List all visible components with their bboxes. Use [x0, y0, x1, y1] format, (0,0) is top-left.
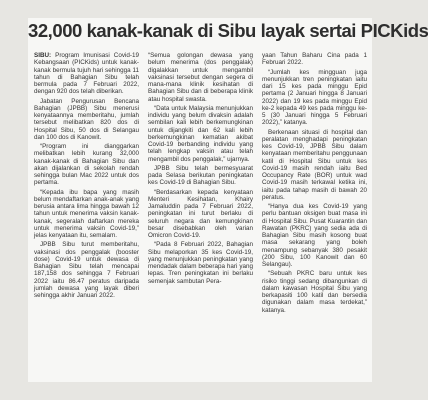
- article-paragraph: [262, 203, 367, 268]
- paragraph-text: “Semua golongan dewasa yang belum menerima (dos penggalak) digalakkan untuk mengambil vaksinasi tersebut dengan segera di mana-mana klinik kesihatan di Bahagian Sibu dan di beberapa klinik atau hospital swasta.: [148, 52, 253, 103]
- article-paragraph: [34, 241, 139, 299]
- paragraph-text: Berkenaan situasi di hospital dan peralatan menghadapi peningkatan kes Covid-19, JPBB Sibu dalam kenyataan memberitahu penggunaan katil di Hospital Sibu untuk kes Covid-19 masih rendah iaitu Bed Occupancy Rate (BOR) untuk wad Covid-19 masih terkawal ketika ini, iaitu pada tahap masih di bawah 20 peratus.: [262, 128, 367, 201]
- newspaper-clipping: [28, 18, 428, 382]
- paragraph-text: “Kepada ibu bapa yang masih belum mendaftarkan anak-anak yang berusia antara lima hingga bawah 12 tahun untuk menerima vaksin kanak-kanak, segeralah daftarkan mereka untuk menerima vaksin Covid-19,” jelas kenyataan itu, semalam.: [34, 188, 139, 239]
- article-paragraph: [148, 52, 253, 103]
- paragraph-text: “Hanya dua kes Covid-19 yang perlu bantuan oksigen buat masa ini di Hospital Sibu. Pusat Kuarantin dan Rawatan (PKRC) yang sedia ada di Bahagian Sibu masih kosong buat masa sekarang yang boleh menampung sebanyak 380 pesakit (200 Sibu, 100 Kanowit dan 60 Selangau).: [262, 203, 367, 268]
- article-paragraph: [262, 69, 367, 127]
- paragraph-text: yaan Tahun Baharu Cina pada 1 Februari 2022.: [262, 52, 367, 67]
- article-column-1: [34, 52, 139, 380]
- paragraph-text: Jabatan Pengurusan Bencana Bahagian (JPBB) Sibu menerusi kenyataannya memberitahu, jumlah tersebut melibatkan 820 dos di Hospital Sibu, 50 dos di Selangau dan 100 dos di Kanowit.: [34, 97, 139, 141]
- paragraph-text: “Jumlah kes mingguan juga menunjukkan tren peningkatan iaitu dari 15 kes pada minggu Epid pertama (2 Januari hingga 8 Januari 2022) dan 19 kes pada minggu Epid ke-2 kepada 49 kes pada minggu ke-5 (30 Januari hingga 5 Februari 2022),” katanya.: [262, 68, 367, 127]
- paragraph-text: “Pada 8 Februari 2022, Bahagian Sibu melaporkan 35 kes Covid-19, yang menunjukkan peningkatan yang mendadak dalam beberapa hari yang lepas. Tren peningkatan ini berlaku semenjak sambutan Pera-: [148, 241, 253, 285]
- dateline: SIBU:: [34, 52, 52, 59]
- article-headline: 32,000 kanak-kanak di Sibu layak sertai PICKids: [28, 20, 428, 41]
- article-column-3: [262, 52, 367, 380]
- article-column-2: [148, 52, 253, 380]
- article-body: [34, 52, 368, 380]
- article-paragraph: [148, 105, 253, 163]
- article-paragraph: [34, 98, 139, 142]
- article-paragraph: [34, 189, 139, 240]
- article-paragraph: [262, 270, 367, 314]
- article-paragraph: [262, 129, 367, 202]
- paragraph-text: “Data untuk Malaysia menunjukkan individu yang belum divaksin adalah sembilan kali lebih berkemungkinan untuk dijangkiti dan 62 kali lebih berkemungkinan kematian akibat Covid-19 berbanding individu yang telah lengkap vaksin atau telah mengambil dos penggalak,” ujarnya.: [148, 104, 253, 163]
- article-paragraph: [148, 241, 253, 285]
- article-paragraph: [148, 165, 253, 187]
- paragraph-text: “Sebuah PKRC baru untuk kes risiko tinggi sedang dibangunkan di dalam kawasan Hospital Sibu yang berkapasiti 100 katil dan bersedia digunakan dalam masa terdekat,” katanya.: [262, 270, 367, 314]
- paragraph-text: “Program ini dianggarkan melibatkan lebih kurang 32,000 kanak-kanak di Bahagian Sibu dan akan dijalankan di sekolah rendah sehingga bulan Mac 2022 untuk dos pertama.: [34, 143, 139, 187]
- article-paragraph: [262, 52, 367, 67]
- paragraph-text: “Berdasarkan kepada kenyataan Menteri Kesihatan, Khairy Jamaluddin pada 7 Februari 2022, peningkatan ini turut berlaku di seluruh negara dan kemungkinan besar disebabkan oleh varian Omicron Covid-19.: [148, 188, 253, 239]
- paragraph-text: JPBB Sibu turut memberitahu, vaksinasi dos penggalak (booster dose) Covid-19 untuk dewasa di Bahagian Sibu telah mencapai 187,158 dos sehingga 7 Februari 2022 iaitu 86.47 peratus daripada jumlah dewasa yang layak diberi sehingga akhir Januari 2022.: [34, 241, 139, 299]
- paragraph-text: Program Imunisasi Covid-19 Kebangsaan (PICKids) untuk kanak-kanak bermula tujuh hari sehingga 11 tahun di Bahagian Sibu telah bermula pada 7 Februari 2022, dengan 920 dos telah diberikan.: [34, 52, 139, 96]
- article-paragraph: [34, 52, 139, 96]
- article-paragraph: [148, 189, 253, 240]
- article-paragraph: [34, 143, 139, 187]
- paragraph-text: JPBB Sibu telah bermesyuarat pada Selasa berikutan peningkatan kes Covid-19 di Bahagian Sibu.: [148, 164, 253, 187]
